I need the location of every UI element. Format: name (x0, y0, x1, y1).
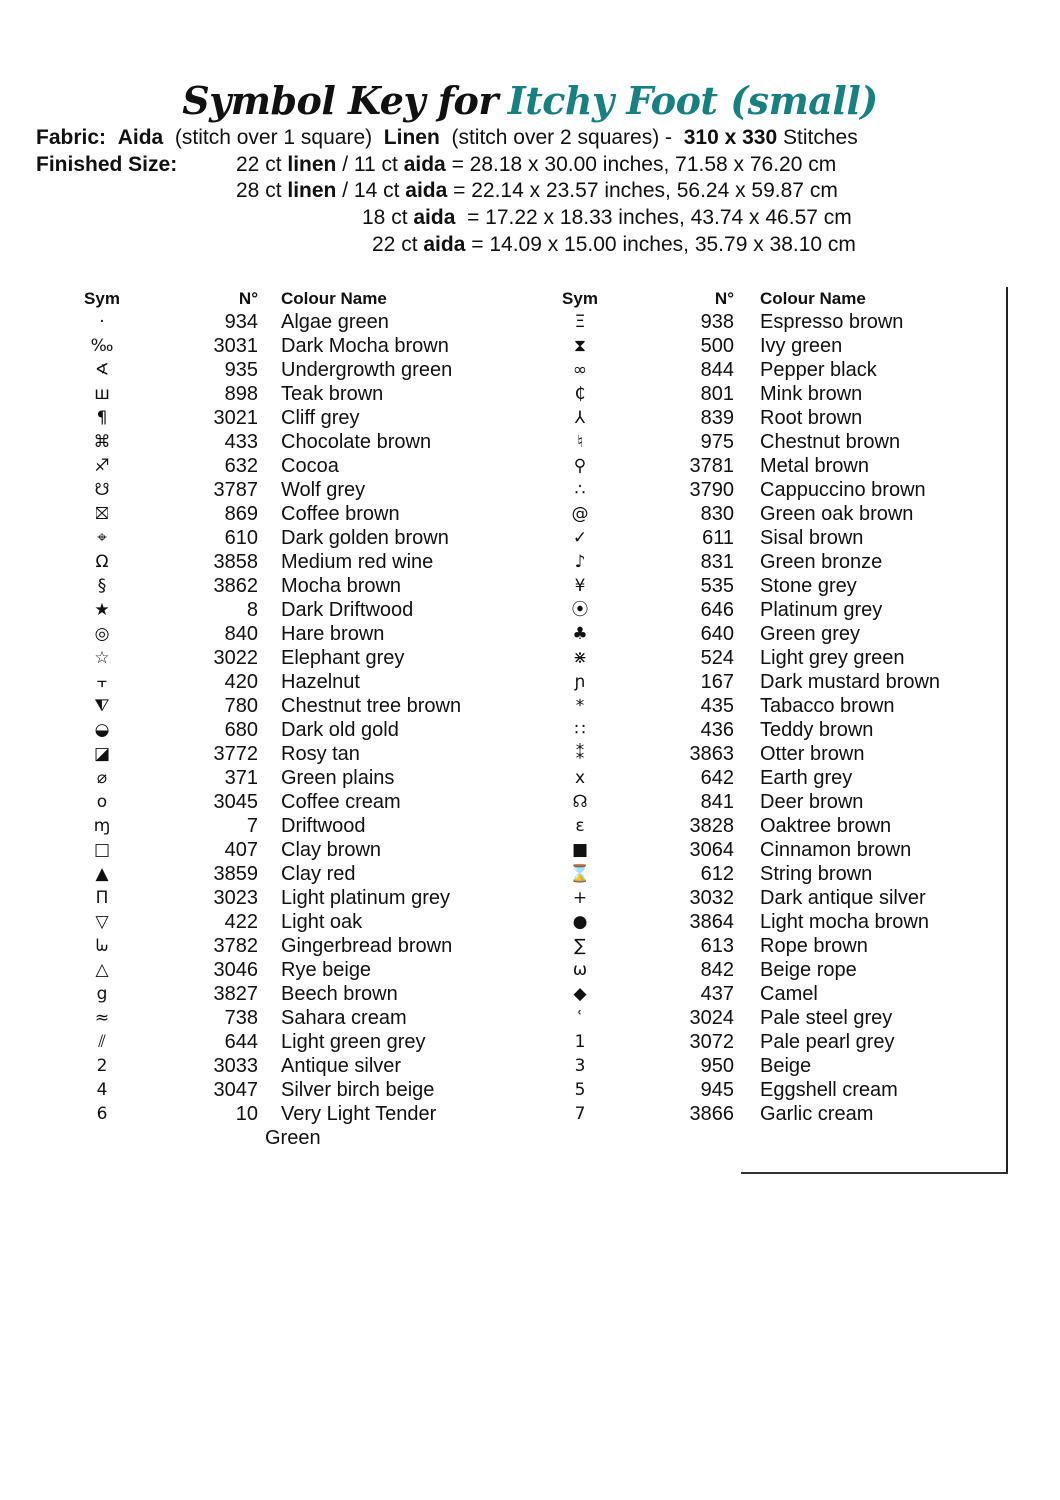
colour-name: Light oak (281, 911, 363, 933)
half-circle-icon: ◒ (94, 720, 110, 740)
infinity-icon: ∞ (572, 360, 588, 380)
colour-number: 612 (700, 863, 734, 885)
header-sym: Sym (562, 289, 598, 308)
colour-name: Earth grey (760, 767, 853, 789)
colour-name: Camel (760, 983, 818, 1005)
plus-icon: + (572, 888, 588, 908)
size-count: 22 ct (236, 153, 288, 176)
neuter-icon: ⚲ (573, 456, 587, 476)
header-number: N° (238, 289, 258, 308)
colour-number: 801 (700, 383, 734, 405)
square-filled-icon: ■ (571, 840, 589, 860)
colour-name: Dark Mocha brown (281, 335, 449, 357)
colour-number: 524 (700, 647, 734, 669)
colour-number: 738 (224, 1007, 258, 1029)
fabric-aida: Aida (117, 126, 164, 149)
colour-name: Metal brown (760, 455, 869, 477)
colour-number: 535 (700, 575, 734, 597)
asterisk-icon: * (575, 696, 585, 716)
pi-icon: Π (95, 888, 109, 908)
colour-name: Pale steel grey (760, 1007, 893, 1029)
colour-name: Chestnut brown (760, 431, 901, 453)
colour-name: Rye beige (281, 959, 372, 981)
colour-number: 3866 (689, 1103, 734, 1125)
fabric-aida-note: (stitch over 1 square) (174, 126, 373, 149)
therefore-icon: ∴ (574, 480, 586, 500)
colour-name: Green plains (281, 767, 395, 789)
colour-name: Garlic cream (760, 1103, 874, 1125)
colour-name: Clay brown (281, 839, 382, 861)
colour-number: 611 (702, 527, 734, 549)
colour-number: 610 (224, 527, 258, 549)
section-icon: § (97, 576, 107, 596)
colour-number: 500 (700, 335, 734, 357)
colour-name: Wolf grey (281, 479, 366, 501)
colour-number: 3790 (689, 479, 734, 501)
size-dimensions: = 14.09 x 15.00 inches, 35.79 x 38.10 cm (465, 233, 856, 256)
colour-name: Clay red (281, 863, 356, 885)
digit-3-icon: 3 (574, 1056, 586, 1076)
colour-number: 3781 (689, 455, 734, 477)
colour-name: Dark mustard brown (760, 671, 941, 693)
size-fabric: linen (287, 153, 337, 176)
colour-name: Hazelnut (281, 671, 360, 693)
size-count: / 11 ct (336, 153, 404, 176)
colour-name: Deer brown (760, 791, 864, 813)
colour-number: 3782 (213, 935, 258, 957)
colour-name: Gingerbread brown (281, 935, 453, 957)
bullseye-icon: ◎ (94, 624, 110, 644)
size-fabric: aida (423, 233, 466, 256)
yen-icon: ¥ (574, 576, 586, 596)
colour-name: String brown (760, 863, 873, 885)
colour-number: 975 (700, 431, 734, 453)
size-fabric: aida (413, 206, 456, 229)
digit-6-icon: 6 (96, 1104, 108, 1124)
sideways-m-icon: ɱ (93, 816, 111, 836)
colour-number: 646 (700, 599, 734, 621)
approx-icon: ≈ (94, 1008, 110, 1028)
per-mille-icon: ‰ (90, 336, 114, 356)
letter-g-icon: g (96, 984, 108, 1004)
half-triangle-down-icon: ⧨ (94, 696, 110, 716)
size-count: 22 ct (372, 233, 424, 256)
colour-name: Driftwood (281, 815, 366, 837)
fabric-linen-note: (stitch over 2 squares) - (451, 126, 673, 149)
circled-spade-icon: ⦿ (571, 600, 589, 620)
colour-name: Light mocha brown (760, 911, 929, 933)
colour-number: 830 (700, 503, 734, 525)
colour-name: Coffee cream (281, 791, 401, 813)
size-fabric: linen (287, 179, 337, 202)
colour-number: 898 (224, 383, 258, 405)
hourglass-outline-icon: ⌛ (569, 864, 591, 884)
colour-number: 3072 (689, 1031, 734, 1053)
box-border-bottom (741, 1172, 1008, 1174)
cedi-icon: ₵ (574, 384, 586, 404)
colour-name: Mocha brown (281, 575, 402, 597)
colour-number: 3033 (213, 1055, 258, 1077)
colour-number: 8 (246, 599, 258, 621)
colour-number: 632 (224, 455, 258, 477)
dotted-x-icon: ⁑ (575, 744, 585, 764)
finished-size-label: Finished Size: (36, 153, 178, 176)
size-count: 28 ct (236, 179, 288, 202)
colour-name: Rosy tan (281, 743, 360, 765)
ascending-node-icon: ☊ (572, 792, 588, 812)
colour-number: 7 (246, 815, 258, 837)
colour-number: 869 (224, 503, 258, 525)
colour-number: 371 (224, 767, 258, 789)
finished-size-row-1 (36, 152, 836, 178)
colour-number: 3864 (689, 911, 734, 933)
title-pattern-name: Itchy Foot (small) (507, 78, 878, 123)
pilcrow-icon: ¶ (96, 408, 108, 428)
colour-number: 3046 (213, 959, 258, 981)
letter-o-icon: o (96, 792, 108, 812)
stitch-count: 310 x 330 (683, 126, 778, 149)
colour-name: Teddy brown (760, 719, 874, 741)
colour-number: 934 (224, 311, 258, 333)
angle-icon: ∢ (94, 360, 110, 380)
finished-size-row-3 (362, 205, 852, 231)
title-prefix: Symbol Key for (182, 78, 498, 123)
epsilon-icon: ε (575, 816, 585, 836)
colour-number: 436 (700, 719, 734, 741)
colour-name: Hare brown (281, 623, 385, 645)
size-count: 18 ct (362, 206, 414, 229)
box-border-right (1006, 287, 1008, 1173)
division-times-icon: ⋇ (572, 648, 588, 668)
colour-name: Antique silver (281, 1055, 402, 1077)
colour-number: 642 (700, 767, 734, 789)
header-number: N° (714, 289, 734, 308)
sagittarius-icon: ♐ (94, 456, 110, 476)
colour-number: 167 (700, 671, 734, 693)
colour-name: Dark golden brown (281, 527, 449, 549)
page-title (0, 78, 1060, 123)
colour-name: Cliff grey (281, 407, 360, 429)
colour-name: Dark antique silver (760, 887, 926, 909)
colour-number: 3045 (213, 791, 258, 813)
colour-number: 780 (224, 695, 258, 717)
colour-number: 3828 (689, 815, 734, 837)
fabric-linen: Linen (383, 126, 440, 149)
sha-icon: ш (94, 384, 110, 404)
digit-5-icon: 5 (574, 1080, 586, 1100)
colour-name: Elephant grey (281, 647, 405, 669)
colour-name: Cinnamon brown (760, 839, 912, 861)
triangle-down-outline-icon: ▽ (95, 912, 109, 932)
natural-icon: ♮ (576, 432, 584, 452)
colour-name: Sisal brown (760, 527, 864, 549)
colour-number: 680 (224, 719, 258, 741)
colour-name: Green bronze (760, 551, 883, 573)
half-square-icon: ◪ (93, 744, 111, 764)
digit-2-icon: 2 (96, 1056, 108, 1076)
colour-number: 3827 (213, 983, 258, 1005)
stitch-suffix: Stitches (783, 126, 858, 149)
colour-number: 831 (700, 551, 734, 573)
colour-name: Cocoa (281, 455, 339, 477)
digit-4-icon: 4 (96, 1080, 108, 1100)
omega-icon: Ω (95, 552, 109, 572)
colour-name: Cappuccino brown (760, 479, 926, 501)
colour-name: Rope brown (760, 935, 868, 957)
colour-name: Green oak brown (760, 503, 914, 525)
colour-number: 407 (224, 839, 258, 861)
hook-icon: ʿ (577, 1008, 583, 1028)
colour-number: 10 (235, 1103, 258, 1125)
colour-number: 839 (700, 407, 734, 429)
check-icon: ✓ (572, 528, 588, 548)
colour-name: Root brown (760, 407, 863, 429)
four-dots-icon: ∷ (574, 720, 586, 740)
music-note-icon: ♪ (574, 552, 586, 572)
colour-number: 3024 (689, 1007, 734, 1029)
colour-name: Beige (760, 1055, 812, 1077)
colour-name: Eggshell cream (760, 1079, 898, 1101)
size-fabric: aida (405, 179, 448, 202)
colour-number: 3047 (213, 1079, 258, 1101)
colour-name: Chestnut tree brown (281, 695, 462, 717)
colour-name: Very Light Tender (281, 1103, 437, 1125)
colour-number: 420 (224, 671, 258, 693)
colour-number: 435 (700, 695, 734, 717)
crosshair-icon: ⌖ (97, 528, 107, 548)
fork-icon: ⫟ (96, 672, 108, 692)
colour-name: Pale pearl grey (760, 1031, 895, 1053)
colour-number: 613 (700, 935, 734, 957)
colour-name: Platinum grey (760, 599, 883, 621)
triangle-up-filled-icon: ▲ (95, 864, 109, 884)
finished-size-row-4 (372, 232, 856, 258)
header-colour-name: Colour Name (760, 289, 866, 308)
colour-name: Mink brown (760, 383, 863, 405)
colour-number: 3064 (689, 839, 734, 861)
finished-size-row-2 (236, 178, 838, 204)
colour-name: Medium red wine (281, 551, 434, 573)
node-icon: ☋ (94, 480, 110, 500)
colour-name: Otter brown (760, 743, 865, 765)
star-filled-icon: ★ (94, 600, 110, 620)
header-sym: Sym (84, 289, 120, 308)
colour-name: Pepper black (760, 359, 877, 381)
size-dimensions: = 22.14 x 23.57 inches, 56.24 x 59.87 cm (447, 179, 838, 202)
colour-name: Silver birch beige (281, 1079, 435, 1101)
header-colour-name: Colour Name (281, 289, 387, 308)
colour-number: 644 (224, 1031, 258, 1053)
fabric-label: Fabric: (36, 126, 107, 149)
colour-number: 3858 (213, 551, 258, 573)
colour-name: Coffee brown (281, 503, 400, 525)
colour-name: Light grey green (760, 647, 905, 669)
tri-branch-icon: ⅄ (574, 408, 586, 428)
colour-number: 3862 (213, 575, 258, 597)
colour-name: Tabacco brown (760, 695, 895, 717)
boxed-star-icon: ⛝ (95, 504, 109, 524)
colour-number: 3032 (689, 887, 734, 909)
dot-icon: · (99, 312, 105, 332)
colour-number: 3023 (213, 887, 258, 909)
colour-number: 3022 (213, 647, 258, 669)
colour-name: Light platinum grey (281, 887, 450, 909)
colour-number: 841 (700, 791, 734, 813)
command-icon: ⌘ (93, 432, 111, 452)
colour-number: 640 (700, 623, 734, 645)
colour-number: 3021 (213, 407, 258, 429)
club-icon: ♣ (572, 624, 588, 644)
colour-name: Ivy green (760, 335, 843, 357)
colour-number: 950 (700, 1055, 734, 1077)
colour-number: 842 (700, 959, 734, 981)
colour-name: Beige rope (760, 959, 857, 981)
colour-number: 422 (224, 911, 258, 933)
hourglass-filled-icon: ⧗ (574, 336, 586, 356)
at-icon: @ (571, 504, 589, 524)
colour-name: Chocolate brown (281, 431, 432, 453)
colour-name: Light green grey (281, 1031, 426, 1053)
colour-name: Stone grey (760, 575, 857, 597)
colour-name: Oaktree brown (760, 815, 892, 837)
size-fabric: aida (403, 153, 446, 176)
digit-7-icon: 7 (574, 1104, 586, 1124)
triangle-up-outline-icon: △ (95, 960, 109, 980)
fabric-line (36, 125, 858, 151)
colour-number: 3772 (213, 743, 258, 765)
cup-dot-icon: ᘈ (95, 936, 109, 956)
letter-x-icon: x (574, 768, 586, 788)
colour-name: Dark Driftwood (281, 599, 414, 621)
colour-name: Teak brown (281, 383, 384, 405)
digit-1-icon: 1 (574, 1032, 586, 1052)
colour-name: Dark old gold (281, 719, 399, 741)
square-outline-icon: □ (93, 840, 111, 860)
sigma-icon: ∑ (574, 936, 586, 956)
colour-number: 3863 (689, 743, 734, 765)
colour-name: Sahara cream (281, 1007, 407, 1029)
double-slash-icon: ⫽ (98, 1032, 106, 1052)
size-count: / 14 ct (336, 179, 406, 202)
arch-dot-icon: ɲ (574, 672, 586, 692)
colour-number: 3787 (213, 479, 258, 501)
slashed-dot-icon: ⌀ (96, 768, 108, 788)
xi-bracket-icon: Ξ (574, 312, 586, 332)
colour-number: 945 (700, 1079, 734, 1101)
colour-number: 935 (224, 359, 258, 381)
colour-name: Espresso brown (760, 311, 904, 333)
colour-number: 844 (700, 359, 734, 381)
size-dimensions: = 28.18 x 30.00 inches, 71.58 x 76.20 cm (445, 153, 837, 176)
colour-number: 437 (700, 983, 734, 1005)
colour-name: Beech brown (281, 983, 398, 1005)
size-dimensions: = 17.22 x 18.33 inches, 43.74 x 46.57 cm (455, 206, 852, 229)
colour-number: 433 (224, 431, 258, 453)
colour-name-continued: Green (265, 1127, 321, 1149)
colour-name: Green grey (760, 623, 861, 645)
colour-number: 840 (224, 623, 258, 645)
colour-name: Algae green (281, 311, 389, 333)
colour-number: 3031 (213, 335, 258, 357)
diamond-filled-icon: ◆ (573, 984, 587, 1004)
colour-name: Undergrowth green (281, 359, 453, 381)
colour-number: 938 (700, 311, 734, 333)
circle-filled-icon: ● (572, 912, 588, 932)
star-outline-icon: ☆ (94, 648, 110, 668)
colour-number: 3859 (213, 863, 258, 885)
omega-small-icon: ω (572, 960, 588, 980)
